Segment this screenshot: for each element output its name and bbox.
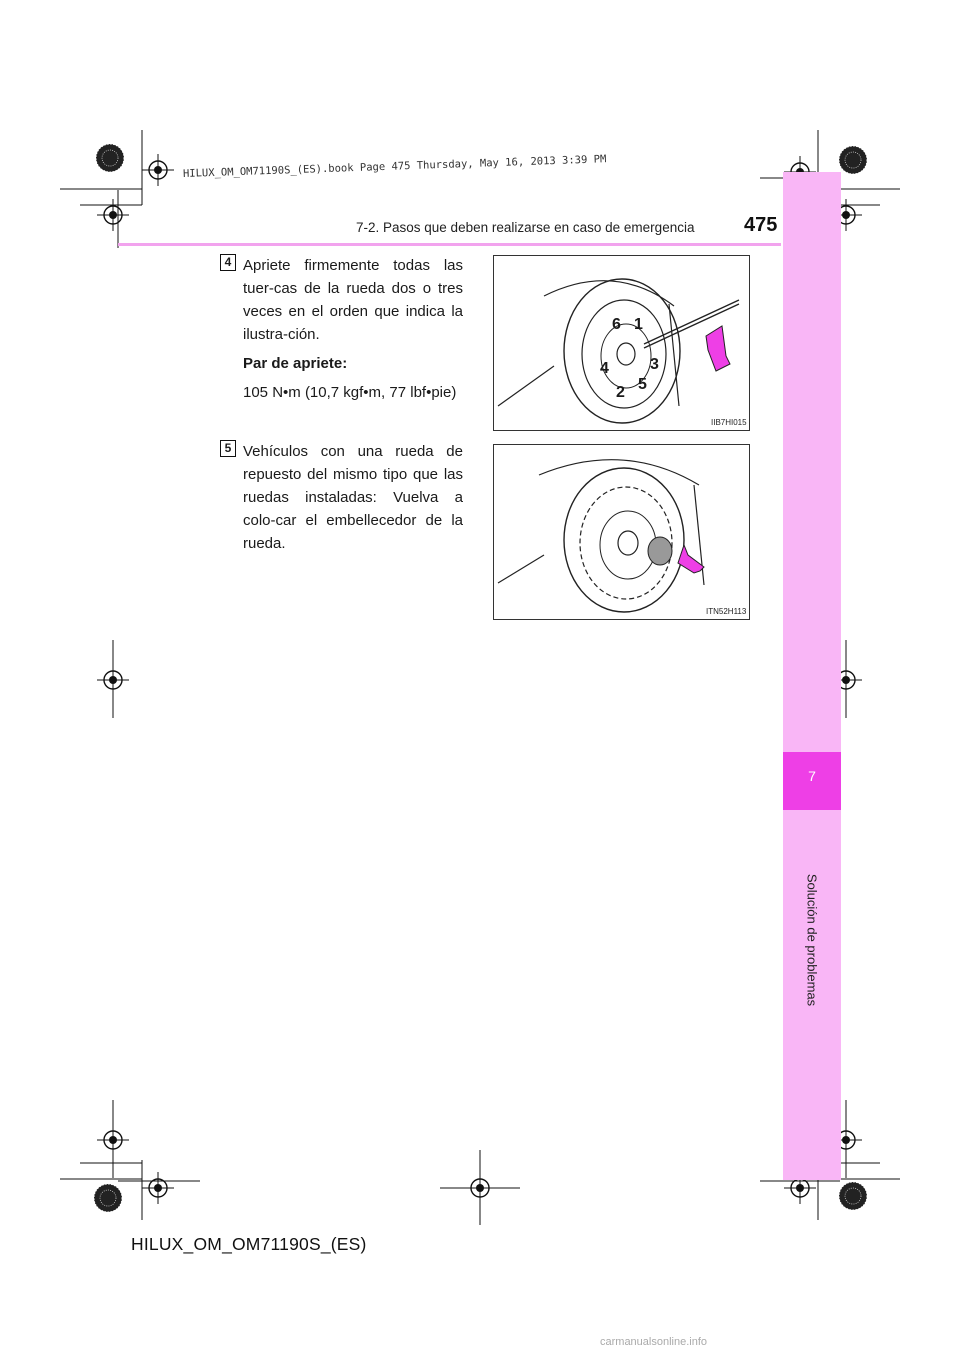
wheel-ornament-illustration	[494, 445, 749, 619]
header-rule	[118, 243, 781, 246]
nut-order-3: 3	[650, 356, 659, 373]
figure-tightening-order	[493, 255, 750, 431]
nut-order-5: 5	[638, 376, 647, 393]
step-number-5: 5	[220, 440, 236, 457]
wheel-lug-nut-illustration	[494, 256, 749, 430]
nut-order-1: 1	[634, 316, 643, 333]
document-id: HILUX_OM_OM71190S_(ES)	[131, 1234, 367, 1254]
book-file-line: HILUX_OM_OM71190S_(ES).book Page 475 Thursday, May 16, 2013 3:39 PM	[182, 153, 607, 180]
torque-label: Par de apriete:	[243, 355, 348, 372]
chapter-number: 7	[808, 768, 816, 784]
watermark: carmanualsonline.info	[600, 1336, 708, 1348]
step-4-instructions	[243, 254, 463, 404]
step-5-text: Vehículos con una rueda de repuesto del mismo tipo que las ruedas instaladas: Vuelva a colo-car el embellecedor de la rueda.	[243, 443, 463, 552]
step-4-text: Apriete firmemente todas las tuer-cas de la rueda dos o tres veces en el orden que indica la ilustra-ción.	[243, 257, 463, 343]
nut-order-2: 2	[616, 384, 625, 401]
nut-order-6: 6	[612, 316, 621, 333]
section-title: 7-2. Pasos que deben realizarse en caso de emergencia	[356, 220, 695, 235]
chapter-side-tab	[783, 172, 841, 1180]
figure-wheel-ornament	[493, 444, 750, 620]
nut-order-4: 4	[600, 360, 609, 377]
figure-code-2: ITN52H113	[706, 607, 747, 616]
step-number-4: 4	[220, 254, 236, 271]
torque-value: 105 N•m (10,7 kgf•m, 77 lbf•pie)	[243, 384, 457, 401]
chapter-label: Solución de problemas	[804, 873, 820, 1007]
page-number: 475	[744, 214, 778, 236]
figure-code-1: IIB7HI015	[711, 418, 747, 427]
